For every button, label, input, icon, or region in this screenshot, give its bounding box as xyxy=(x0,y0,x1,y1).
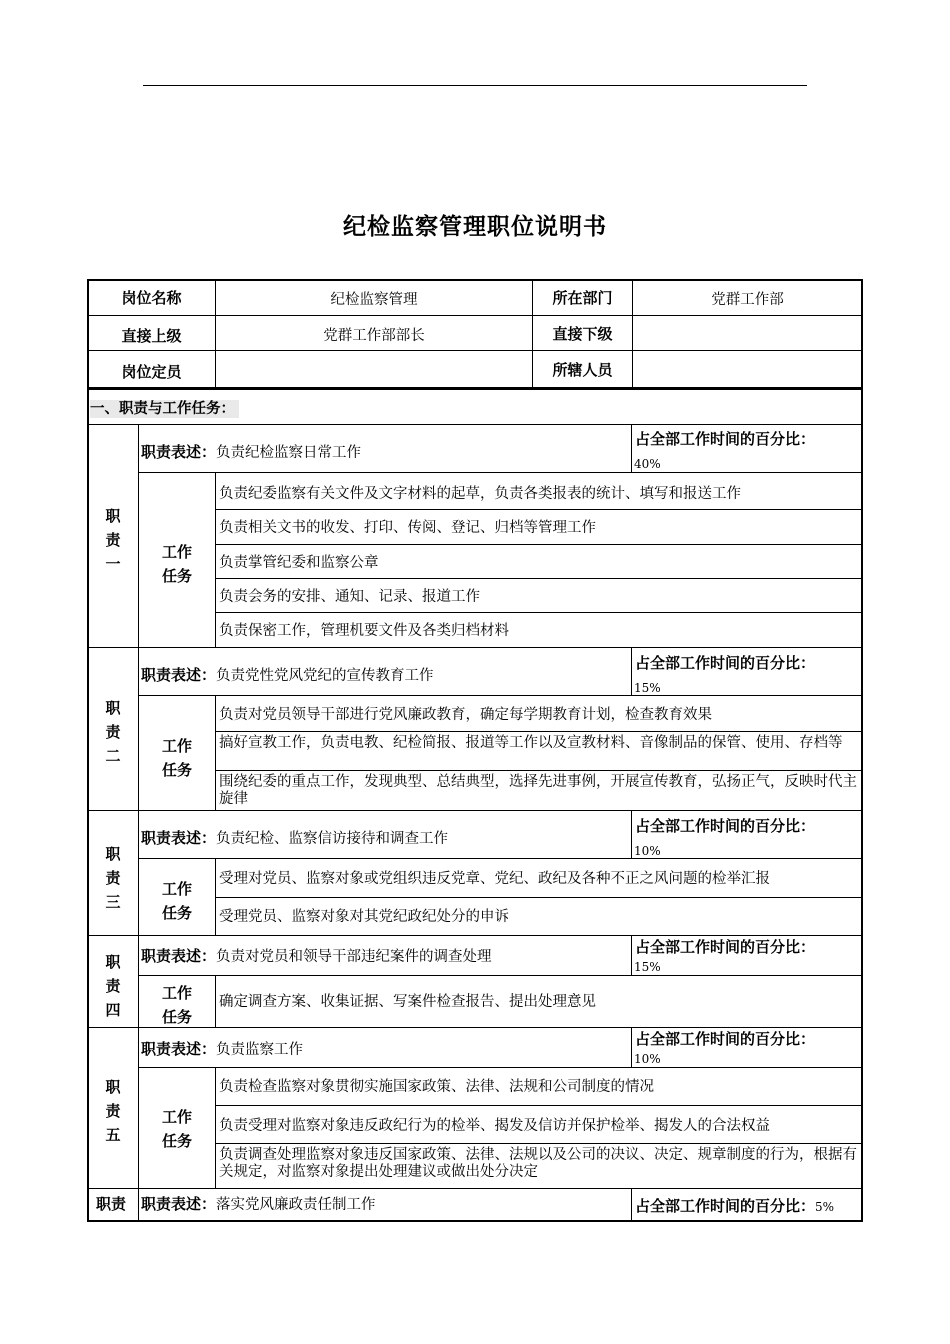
duty-5-task-1: 负责检查监察对象贯彻实施国家政策、法律、法规和公司制度的情况 xyxy=(219,1079,654,1095)
value-department: 党群工作部 xyxy=(711,292,784,308)
duty-2-name: 职 责 二 xyxy=(105,699,121,765)
duty-4-description: 职责表述：负责对党员和领导干部违纪案件的调查处理 xyxy=(141,947,492,965)
duty-6-pct: 占全部工作时间的百分比：5% xyxy=(635,1197,835,1215)
duty-2-pct-value: 15% xyxy=(634,681,661,695)
duty-5-description: 职责表述：负责监察工作 xyxy=(141,1040,304,1058)
duty-2-task-label: 工作 任务 xyxy=(161,737,192,779)
duty-3-task-2: 受理党员、监察对象对其党纪政纪处分的申诉 xyxy=(219,909,509,925)
duty-3-task-label: 工作 任务 xyxy=(161,880,192,922)
duty-5-task-2: 负责受理对监察对象违反政纪行为的检举、揭发及信访并保护检举、揭发人的合法权益 xyxy=(219,1118,770,1134)
label-position-name: 岗位名称 xyxy=(121,289,182,307)
duty-2-task-1: 负责对党员领导干部进行党风廉政教育，确定每学期教育计划，检查教育效果 xyxy=(219,707,712,723)
duty-5-pct-label: 占全部工作时间的百分比： xyxy=(635,1030,816,1048)
duty-5-task-3: 负责调查处理监察对象违反国家政策、法律、法规以及公司的决议、决定、规章制度的行为，根据有关规定，对监察对象提出处理建议或做出处分决定 xyxy=(219,1147,857,1180)
value-superior: 党群工作部部长 xyxy=(323,328,425,344)
label-staff: 所辖人员 xyxy=(552,361,613,379)
duty-2-task-3: 围绕纪委的重点工作，发现典型、总结典型，选择先进事例，开展宣传教育，弘扬正气，反映时代主旋律 xyxy=(219,774,857,807)
duty-1-task-label: 工作 任务 xyxy=(161,543,192,585)
duty-2-task-2: 搞好宣教工作，负责电教、纪检简报、报道等工作以及宣教材料、音像制品的保管、使用、存档等 xyxy=(219,735,843,751)
duty-3-name: 职 责 三 xyxy=(105,845,121,911)
label-department: 所在部门 xyxy=(552,289,613,307)
duty-4-pct-label: 占全部工作时间的百分比： xyxy=(635,938,816,956)
label-headcount: 岗位定员 xyxy=(121,363,182,381)
duty-1-task-2: 负责相关文书的收发、打印、传阅、登记、归档等管理工作 xyxy=(219,520,596,536)
duty-1-pct-label: 占全部工作时间的百分比： xyxy=(635,430,816,448)
duty-4-pct-value: 15% xyxy=(634,960,661,974)
duty-1-name: 职 责 一 xyxy=(105,507,121,573)
header-rule xyxy=(143,85,807,86)
duty-3-pct-label: 占全部工作时间的百分比： xyxy=(635,817,816,835)
duty-4-task-1: 确定调查方案、收集证据、写案件检查报告、提出处理意见 xyxy=(219,994,596,1010)
duty-3-description: 职责表述：负责纪检、监察信访接待和调查工作 xyxy=(141,829,449,847)
duty-1-task-3: 负责掌管纪委和监察公章 xyxy=(219,555,379,571)
duty-3-pct-value: 10% xyxy=(634,844,661,858)
duty-1-task-4: 负责会务的安排、通知、记录、报道工作 xyxy=(219,589,480,605)
duty-5-pct-value: 10% xyxy=(634,1052,661,1066)
duty-5-name: 职 责 五 xyxy=(105,1078,121,1144)
value-position-name: 纪检监察管理 xyxy=(330,292,418,308)
section-heading: 一、职责与工作任务： xyxy=(90,400,239,418)
duty-2-description: 职责表述：负责党性党风党纪的宣传教育工作 xyxy=(141,666,434,684)
duty-1-pct-value: 40% xyxy=(634,457,661,471)
duty-6-name: 职责 xyxy=(96,1195,127,1213)
duty-1-description: 职责表述：负责纪检监察日常工作 xyxy=(141,443,362,461)
label-superior: 直接上级 xyxy=(121,327,182,345)
duty-6-description: 职责表述：落实党风廉政责任制工作 xyxy=(141,1195,376,1213)
duty-1-task-1: 负责纪委监察有关文件及文字材料的起草，负责各类报表的统计、填写和报送工作 xyxy=(219,486,741,502)
duty-2-pct-label: 占全部工作时间的百分比： xyxy=(635,654,816,672)
duty-5-task-label: 工作 任务 xyxy=(161,1108,192,1150)
duty-4-name: 职 责 四 xyxy=(105,953,121,1019)
page-title: 纪检监察管理职位说明书 xyxy=(343,214,607,240)
duty-1-task-5: 负责保密工作，管理机要文件及各类归档材料 xyxy=(219,623,509,639)
label-subordinate: 直接下级 xyxy=(552,325,613,343)
duty-3-task-1: 受理对党员、监察对象或党组织违反党章、党纪、政纪及各种不正之风问题的检举汇报 xyxy=(219,871,770,887)
duty-4-task-label: 工作 任务 xyxy=(161,984,192,1026)
